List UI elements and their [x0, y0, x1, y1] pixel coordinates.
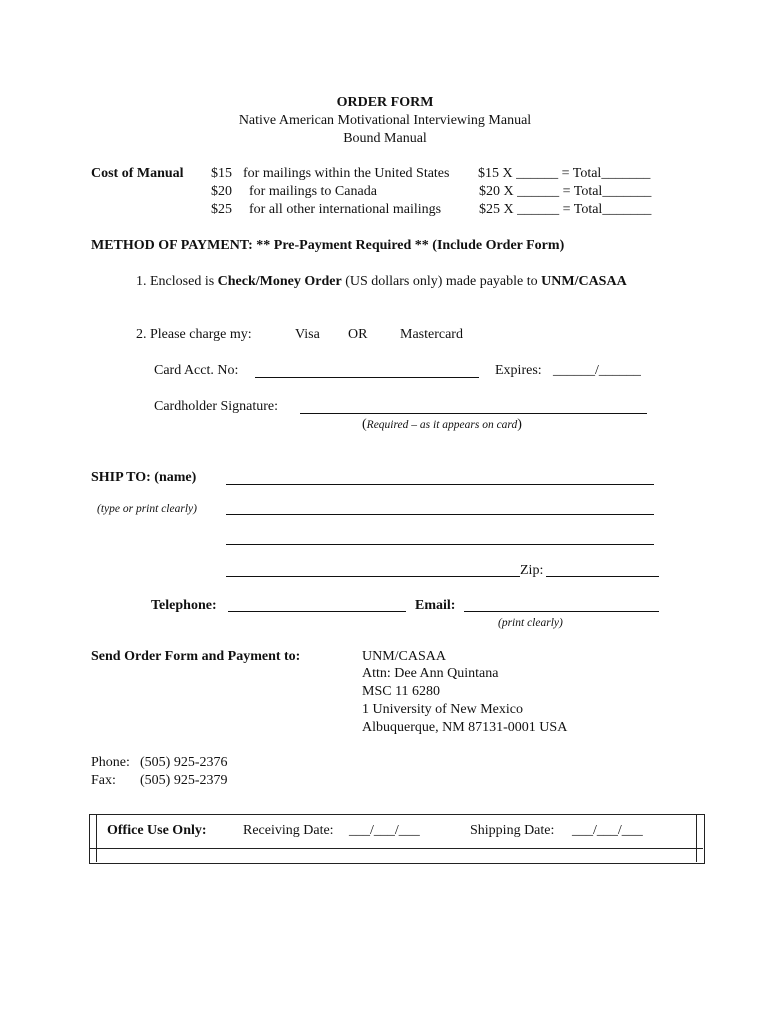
- or-text: OR: [348, 327, 368, 342]
- address-line-5: Albuquerque, NM 87131-0001 USA: [362, 720, 568, 735]
- signature-field[interactable]: [300, 413, 647, 414]
- payment-option-check-bold: Check/Money Order: [217, 274, 342, 289]
- cost-calc-3[interactable]: $25 X ______ = Total_______: [479, 202, 652, 217]
- ship-address-line-1[interactable]: [226, 514, 654, 515]
- cost-price-2: $20: [211, 184, 232, 199]
- payment-option-card-label: 2. Please charge my:: [136, 327, 252, 342]
- office-use-divider: [89, 848, 703, 849]
- send-to-label: Send Order Form and Payment to:: [91, 649, 301, 664]
- address-line-3: MSC 11 6280: [362, 684, 441, 699]
- telephone-label: Telephone:: [151, 598, 217, 613]
- receiving-date-label: Receiving Date:: [243, 823, 334, 838]
- form-title: ORDER FORM: [336, 95, 434, 110]
- expires-label: Expires:: [495, 363, 542, 378]
- cost-price-1: $15: [211, 166, 232, 181]
- telephone-field[interactable]: [228, 611, 406, 612]
- cost-calc-1[interactable]: $15 X ______ = Total_______: [478, 166, 651, 181]
- fax-number: (505) 925-2379: [140, 773, 228, 788]
- cost-desc-3: for all other international mailings: [249, 202, 442, 217]
- ship-to-label: SHIP TO: (name): [91, 470, 197, 485]
- email-field[interactable]: [464, 611, 659, 612]
- zip-field[interactable]: [546, 576, 659, 577]
- print-clearly-note: (print clearly): [498, 617, 563, 629]
- shipping-date-label: Shipping Date:: [470, 823, 555, 838]
- expires-field[interactable]: ______/______: [553, 363, 641, 378]
- phone-number: (505) 925-2376: [140, 755, 228, 770]
- signature-label: Cardholder Signature:: [154, 399, 279, 414]
- form-subtitle: Native American Motivational Interviewing Manual: [238, 113, 532, 128]
- visa-option[interactable]: Visa: [295, 327, 320, 342]
- ship-note: (type or print clearly): [97, 503, 197, 515]
- payment-payee: UNM/CASAA: [541, 274, 627, 289]
- office-use-label: Office Use Only:: [107, 823, 207, 838]
- ship-address-line-3[interactable]: [226, 576, 520, 577]
- receiving-date-field[interactable]: ___/___/___: [349, 823, 420, 838]
- card-number-label: Card Acct. No:: [154, 363, 239, 378]
- cost-label: Cost of Manual: [91, 166, 184, 181]
- payment-option-check-prefix: 1. Enclosed is: [136, 274, 218, 289]
- cost-desc-2: for mailings to Canada: [249, 184, 377, 199]
- signature-note: [362, 416, 522, 434]
- payment-heading: METHOD OF PAYMENT: ** Pre-Payment Required ** (Include Order Form): [91, 238, 565, 253]
- address-line-4: 1 University of New Mexico: [362, 702, 523, 717]
- signature-note-close: ): [517, 417, 522, 432]
- address-line-1: UNM/CASAA: [362, 649, 447, 664]
- form-subtitle-2: Bound Manual: [343, 131, 427, 146]
- address-line-2: Attn: Dee Ann Quintana: [362, 666, 499, 681]
- cost-price-3: $25: [211, 202, 232, 217]
- signature-note-text: Required – as it appears on card: [366, 419, 518, 431]
- cost-calc-2[interactable]: $20 X ______ = Total_______: [479, 184, 652, 199]
- signature-note-open: (: [362, 417, 367, 432]
- payment-option-check: [136, 273, 627, 291]
- ship-address-line-2[interactable]: [226, 544, 654, 545]
- cost-desc-1: for mailings within the United States: [243, 166, 450, 181]
- email-label: Email:: [415, 598, 456, 613]
- fax-label: Fax:: [91, 773, 116, 788]
- shipping-date-field[interactable]: ___/___/___: [572, 823, 643, 838]
- zip-label: Zip:: [520, 563, 544, 578]
- payment-option-check-mid: (US dollars only) made payable to: [341, 274, 542, 289]
- phone-label: Phone:: [91, 755, 130, 770]
- card-number-field[interactable]: [255, 377, 479, 378]
- ship-name-field[interactable]: [226, 484, 654, 485]
- mastercard-option[interactable]: Mastercard: [400, 327, 463, 342]
